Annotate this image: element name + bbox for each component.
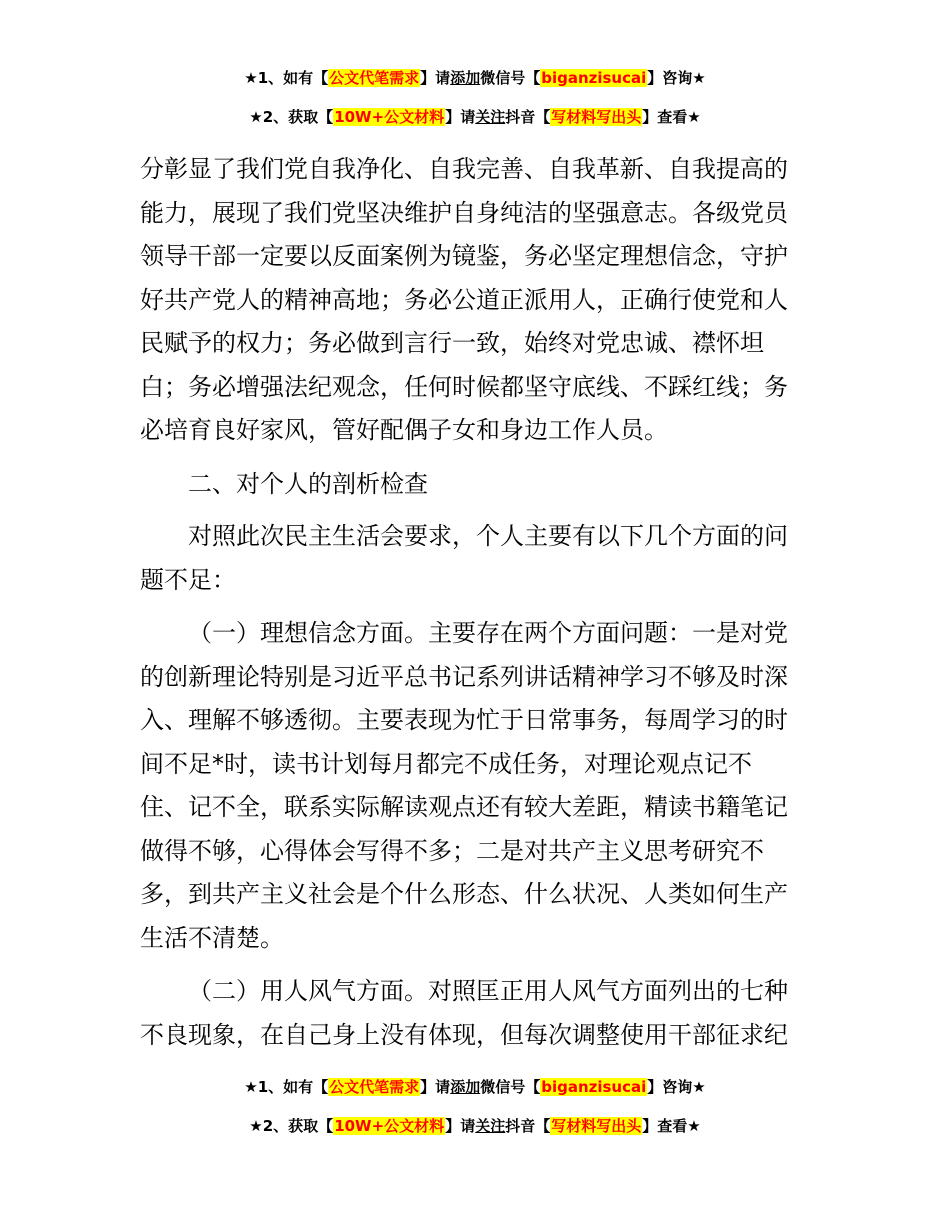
ad-highlight: biganzisucai <box>541 1078 647 1096</box>
ad-highlight: 10W+公文材料 <box>334 1117 445 1135</box>
text-line: （一）理想信念方面。主要存在两个方面问题：一是对党 <box>188 619 788 647</box>
text-line: 不良现象，在自己身上没有体现，但每次调整使用干部征求纪 <box>140 1020 788 1049</box>
paragraph-continuation <box>140 148 812 453</box>
text-line: 间不足*时，读书计划每月都完不成任务，对理论观点记不 <box>140 749 752 778</box>
text-line: 民赋予的权力；务必做到言行一致，始终对党忠诚、襟怀坦 <box>140 329 764 357</box>
ad-text: ★1、如有【 <box>244 69 329 87</box>
ad-text: 抖音【 <box>505 1117 551 1135</box>
ad-underline: 添加 <box>450 69 481 87</box>
text-line: 领导干部一定要以反面案例为镜鉴，务必坚定理想信念，守护 <box>140 242 788 270</box>
ad-highlight: biganzisucai <box>541 69 647 87</box>
text-line: 必培育良好家风，管好配偶子女和身边工作人员。 <box>140 416 668 444</box>
ad-text: ★2、获取【 <box>249 108 334 126</box>
ad-text: 抖音【 <box>505 108 551 126</box>
text-line: 好共产党人的精神高地；务必公道正派用人，正确行使党和人 <box>140 285 788 314</box>
ad-text: 】请 <box>420 1078 451 1096</box>
ad-text: 微信号【 <box>480 69 541 87</box>
text-line: 生活不清楚。 <box>140 923 284 952</box>
text-line: 白；务必增强法纪观念，任何时候都坚守底线、不踩红线；务 <box>140 372 788 401</box>
ad-highlight: 10W+公文材料 <box>334 108 445 126</box>
ad-underline: 添加 <box>450 1078 481 1096</box>
paragraph-personnel <box>140 970 812 1057</box>
text-line: 做得不够，心得体会写得不多；二是对共产主义思考研究不 <box>140 836 764 865</box>
ad-text: 】咨询★ <box>647 69 706 87</box>
ad-highlight: 写材料写出头 <box>551 108 642 126</box>
ad-underline: 关注 <box>475 1117 506 1135</box>
ad-text: ★2、获取【 <box>249 1117 334 1135</box>
ad-text: 】查看★ <box>642 1117 701 1135</box>
header-ad-line-2 <box>0 106 950 128</box>
section-heading <box>140 463 812 507</box>
heading-text: 二、对个人的剖析检查 <box>188 470 428 498</box>
paragraph-intro <box>140 515 812 602</box>
ad-text: 微信号【 <box>480 1078 541 1096</box>
ad-text: 】咨询★ <box>647 1078 706 1096</box>
ad-text: ★1、如有【 <box>244 1078 329 1096</box>
header-ad-line-1 <box>0 67 950 89</box>
ad-text: 】请 <box>420 69 451 87</box>
text-line: 题不足： <box>140 565 236 594</box>
text-line: 能力，展现了我们党坚决维护自身纯洁的坚强意志。各级党员 <box>140 198 788 227</box>
ad-highlight: 公文代笔需求 <box>329 1078 420 1096</box>
text-line: 住、记不全，联系实际解读观点还有较大差距，精读书籍笔记 <box>140 793 788 821</box>
footer-ad-line-2 <box>0 1115 950 1137</box>
paragraph-ideals <box>140 612 812 960</box>
text-line: 分彰显了我们党自我净化、自我完善、自我革新、自我提高的 <box>140 155 788 183</box>
ad-text: 】请 <box>445 1117 476 1135</box>
ad-underline: 关注 <box>475 108 506 126</box>
text-line: 多，到共产主义社会是个什么形态、什么状况、人类如何生产 <box>140 880 788 908</box>
text-line: 对照此次民主生活会要求，个人主要有以下几个方面的问 <box>188 522 788 550</box>
text-line: 的创新理论特别是习近平总书记系列讲话精神学习不够及时深 <box>140 662 788 691</box>
ad-text: 】查看★ <box>642 108 701 126</box>
text-line: 入、理解不够透彻。主要表现为忙于日常事务，每周学习的时 <box>140 706 788 734</box>
ad-highlight: 写材料写出头 <box>551 1117 642 1135</box>
ad-text: 】请 <box>445 108 476 126</box>
text-line: （二）用人风气方面。对照匡正用人风气方面列出的七种 <box>188 977 788 1005</box>
footer-ad-line-1 <box>0 1076 950 1098</box>
ad-highlight: 公文代笔需求 <box>329 69 420 87</box>
